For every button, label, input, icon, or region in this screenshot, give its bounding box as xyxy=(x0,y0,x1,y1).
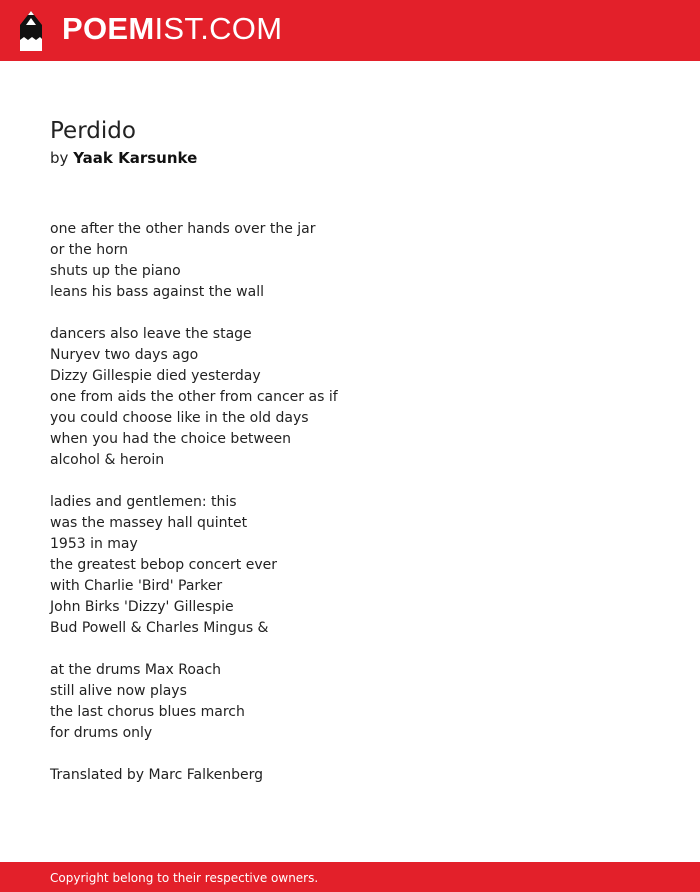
translator-credit xyxy=(50,765,670,786)
poem-title: Perdido xyxy=(50,118,136,144)
poem-line: for drums only xyxy=(50,725,153,741)
poem-line: the greatest bebop concert ever xyxy=(50,557,277,573)
poem-line: one after the other hands over the jar xyxy=(50,221,316,237)
poem-line: you could choose like in the old days xyxy=(50,410,309,426)
brand-bold-text: POEM xyxy=(62,11,155,46)
brand-light-text: IST.COM xyxy=(154,11,283,46)
poem-line: John Birks 'Dizzy' Gillespie xyxy=(50,599,234,615)
poem-line: alcohol & heroin xyxy=(50,452,165,468)
poem-stanza xyxy=(50,219,670,303)
poem-stanza xyxy=(50,324,670,471)
pencil-logo-icon[interactable] xyxy=(19,10,43,52)
poem-author: Yaak Karsunke xyxy=(73,149,198,167)
poem-line: shuts up the piano xyxy=(50,263,181,279)
poem-byline xyxy=(50,148,197,169)
site-brand[interactable] xyxy=(62,11,282,47)
poem-line: at the drums Max Roach xyxy=(50,662,222,678)
poem-line: 1953 in may xyxy=(50,536,138,552)
poem-line: dancers also leave the stage xyxy=(50,326,252,342)
copyright-text: Copyright belong to their respective owners. xyxy=(50,871,319,885)
poem-line: one from aids the other from cancer as if xyxy=(50,389,338,405)
poem-line: ladies and gentlemen: this xyxy=(50,494,237,510)
poem-line: or the horn xyxy=(50,242,129,258)
site-footer xyxy=(0,862,700,892)
poem-line: leans his bass against the wall xyxy=(50,284,264,300)
poem-line: still alive now plays xyxy=(50,683,187,699)
poem-line: with Charlie 'Bird' Parker xyxy=(50,578,223,594)
site-header xyxy=(0,0,700,61)
poem-line: the last chorus blues march xyxy=(50,704,245,720)
poem-line: was the massey hall quintet xyxy=(50,515,248,531)
poem-line: Nuryev two days ago xyxy=(50,347,199,363)
translator-line: Translated by Marc Falkenberg xyxy=(50,767,264,783)
poem-line: Bud Powell & Charles Mingus & xyxy=(50,620,269,636)
by-label: by xyxy=(50,149,69,167)
poem-line: when you had the choice between xyxy=(50,431,291,447)
poem-body xyxy=(50,219,670,807)
poem-line: Dizzy Gillespie died yesterday xyxy=(50,368,261,384)
poem-stanza xyxy=(50,660,670,744)
poem-stanza xyxy=(50,492,670,639)
